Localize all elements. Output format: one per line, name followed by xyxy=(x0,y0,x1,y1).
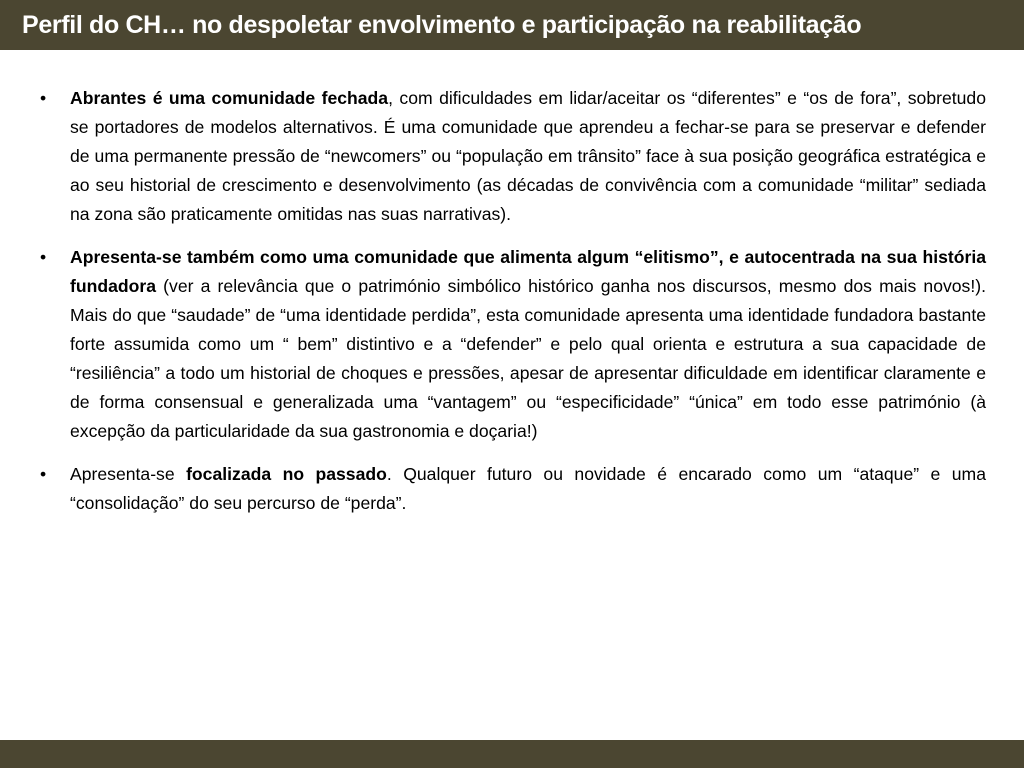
footer-bar xyxy=(0,740,1024,768)
bullet-3-text-before: Apresenta-se xyxy=(70,464,187,484)
bullet-item-3 xyxy=(40,460,986,518)
slide-title: Perfil do CH… no despoletar envolvimento e participação na reabilitação xyxy=(22,10,862,39)
bullet-1-text: , com dificuldades em lidar/aceitar os “diferentes” e “os de fora”, sobretudo se portadores de modelos alternativos. É uma comunidade que aprendeu a fechar-se para se preservar e defender de uma permanente pressão de “newcomers” ou “população em trânsito” face à sua posição geográfica estratégica e ao seu historial de crescimento e desenvolvimento (as décadas de convivência com a comunidade “militar” sediada na zona são praticamente omitidas nas suas narrativas). xyxy=(70,88,987,224)
bullet-3-bold-mid: focalizada no passado xyxy=(186,464,387,484)
bullet-dot-icon: • xyxy=(40,464,47,484)
bullet-list xyxy=(40,84,986,518)
bullet-item-1 xyxy=(40,84,986,229)
bullet-3-text-after: . Qualquer futuro ou novidade é encarado como um “ataque” e uma “consolidação” do seu percurso de “perda”. xyxy=(70,464,986,513)
bullet-item-2 xyxy=(40,243,986,446)
slide-content xyxy=(40,84,986,532)
bullet-1-bold-lead: Abrantes é uma comunidade fechada xyxy=(70,88,389,108)
bullet-2-bold-lead: Apresenta-se também como uma comunidade que alimenta algum “elitismo”, e autocentrada na sua história fundadora xyxy=(70,247,986,296)
bullet-2-text: (ver a relevância que o património simbólico histórico ganha nos discursos, mesmo dos mais novos!). Mais do que “saudade” de “uma identidade perdida”, esta comunidade apresenta uma identidade fundadora bastante forte assumida como um “ bem” distintivo e a “defender” e pelo qual orienta e estrutura a sua capacidade de “resiliência” a todo um historial de choques e pressões, apesar de apresentar dificuldade em identificar claramente e de forma consensual e generalizada uma “vantagem” ou “especificidade” “única” em todo esse património (à excepção da particularidade da sua gastronomia e doçaria!) xyxy=(70,276,986,441)
bullet-dot-icon: • xyxy=(40,247,47,267)
bullet-dot-icon: • xyxy=(40,88,47,108)
title-bar xyxy=(0,0,1024,50)
